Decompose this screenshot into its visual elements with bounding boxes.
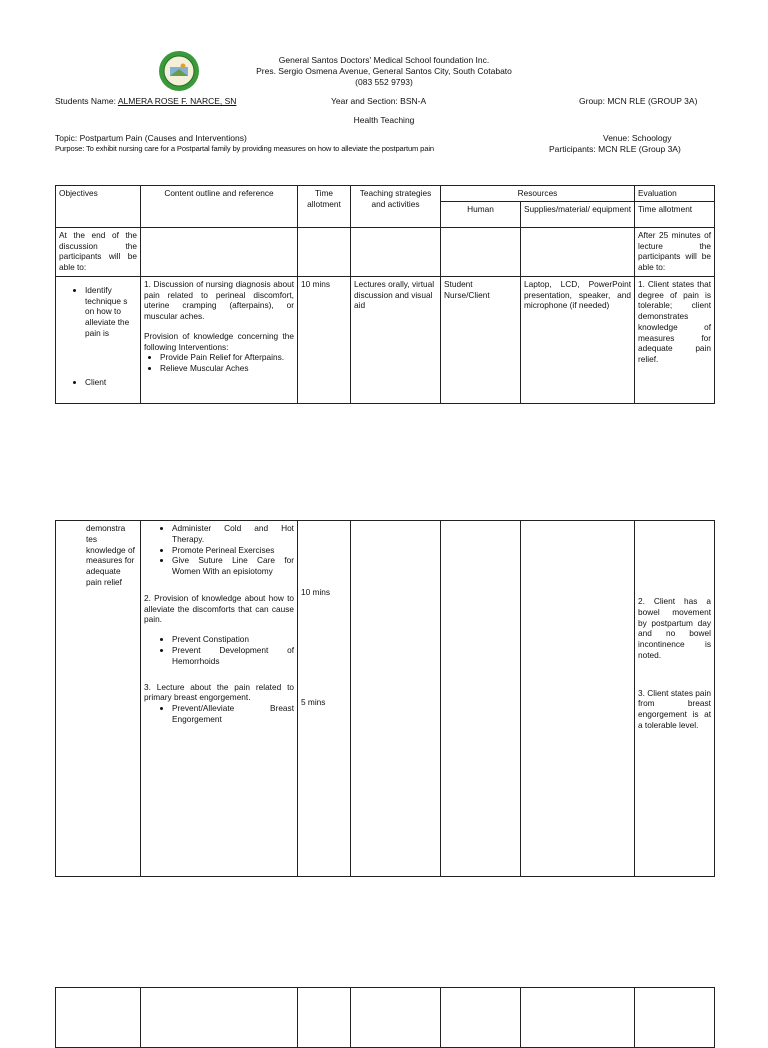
content-list-item: • Promote Perineal Exercises xyxy=(172,545,294,556)
org-name: General Santos Doctors' Medical School foundation Inc. xyxy=(278,55,490,65)
header-content: Content outline and reference xyxy=(141,186,298,228)
header-strategies: Teaching strategies and activities xyxy=(351,186,441,228)
time-value: 10 mins xyxy=(301,587,331,597)
objectives-cell xyxy=(56,276,141,403)
year-section: Year and Section: BSN-A xyxy=(331,96,427,106)
human-cell xyxy=(441,988,521,1048)
objectives-cell xyxy=(56,988,141,1048)
teaching-plan-table-3 xyxy=(55,987,715,1048)
content-list-item: • Prevent Development of Hemorrhoids xyxy=(172,645,294,667)
objective-bullet: • Client xyxy=(85,377,137,388)
header-supplies: Supplies/material/ equipment xyxy=(521,201,635,227)
header-time: Time allotment xyxy=(298,186,351,228)
objective-bullet: • Identify technique s on how to alleviate the pain is xyxy=(85,285,137,339)
evaluation-cell xyxy=(635,521,715,877)
strategies-cell: Lectures orally, virtual discussion and visual aid xyxy=(351,276,441,403)
content-cell xyxy=(141,521,298,877)
objectives-intro: At the end of the discussion the participants will be able to: xyxy=(56,227,141,276)
supplies-cell xyxy=(521,521,635,877)
content-paragraph: 1. Discussion of nursing diagnosis about pain related to perineal discomfort, uterine cramping (afterpains), or muscular aches. xyxy=(144,278,294,322)
human-cell xyxy=(441,521,521,877)
time-cell xyxy=(298,988,351,1048)
human-cell: Student Nurse/Client xyxy=(441,276,521,403)
content-list-item: • Prevent/Alleviate Breast Engorgement xyxy=(172,703,294,725)
doc-title: Health Teaching xyxy=(353,115,415,125)
student-label: Students Name: xyxy=(55,96,116,106)
evaluation-item: 3. Client states pain from breast engorgement is at a tolerable level. xyxy=(638,687,711,731)
content-list-item: • Administer Cold and Hot Therapy. xyxy=(172,523,294,545)
topic: Topic: Postpartum Pain (Causes and Interventions) xyxy=(55,133,247,143)
supplies-cell xyxy=(521,988,635,1048)
content-list-item: • Relieve Muscular Aches xyxy=(160,363,294,374)
student-name: ALMERA ROSE F. NARCE, SN xyxy=(117,96,237,106)
teaching-plan-table-2 xyxy=(55,520,715,877)
header-eval-sub: Time allotment xyxy=(635,201,715,227)
evaluation-intro: After 25 minutes of lecture the participants will be able to: xyxy=(635,227,715,276)
content-cell xyxy=(141,276,298,403)
header-objectives: Objectives xyxy=(56,186,141,228)
content-list-item: • Provide Pain Relief for Afterpains. xyxy=(160,352,294,363)
evaluation-cell: 1. Client states that degree of pain is tolerable; client demonstrates knowledge of measures for adequate pain relief. xyxy=(635,276,715,403)
content-list-item: • Prevent Constipation xyxy=(172,634,294,645)
participants: Participants: MCN RLE (Group 3A) xyxy=(549,144,681,154)
evaluation-cell xyxy=(635,988,715,1048)
teaching-plan-table-1 xyxy=(55,185,715,404)
content-cell xyxy=(141,988,298,1048)
content-paragraph: 3. Lecture about the pain related to primary breast engorgement. xyxy=(144,681,294,703)
group: Group: MCN RLE (GROUP 3A) xyxy=(579,96,698,106)
content-list-item: • Give Suture Line Care for Women With an episiotomy xyxy=(172,555,294,577)
header-resources: Resources xyxy=(441,186,635,202)
org-phone: (083 552 9793) xyxy=(355,77,413,87)
venue: Venue: Schoology xyxy=(603,133,672,143)
student-line xyxy=(55,96,236,107)
time-cell xyxy=(298,521,351,877)
purpose: Purpose: To exhibit nursing care for a Postpartal family by providing measures on how to alleviate the postpartum pain xyxy=(55,144,434,153)
header-evaluation: Evaluation xyxy=(635,186,715,202)
supplies-cell: Laptop, LCD, PowerPoint presentation, speaker, and microphone (if needed) xyxy=(521,276,635,403)
content-paragraph: Provision of knowledge concerning the following Interventions: xyxy=(144,330,294,352)
org-address: Pres. Sergio Osmena Avenue, General Santos City, South Cotabato xyxy=(256,66,512,76)
header-human: Human xyxy=(441,201,521,227)
content-paragraph: 2. Provision of knowledge about how to alleviate the discomforts that can cause pain. xyxy=(144,592,294,625)
time-cell: 10 mins xyxy=(298,276,351,403)
strategies-cell xyxy=(351,988,441,1048)
evaluation-item: 2. Client has a bowel movement by postpartum day and no bowel incontinence is noted. xyxy=(638,596,711,660)
objectives-cell: demonstra tes knowledge of measures for adequate pain relief xyxy=(56,521,141,877)
time-value: 5 mins xyxy=(301,696,326,707)
strategies-cell xyxy=(351,521,441,877)
